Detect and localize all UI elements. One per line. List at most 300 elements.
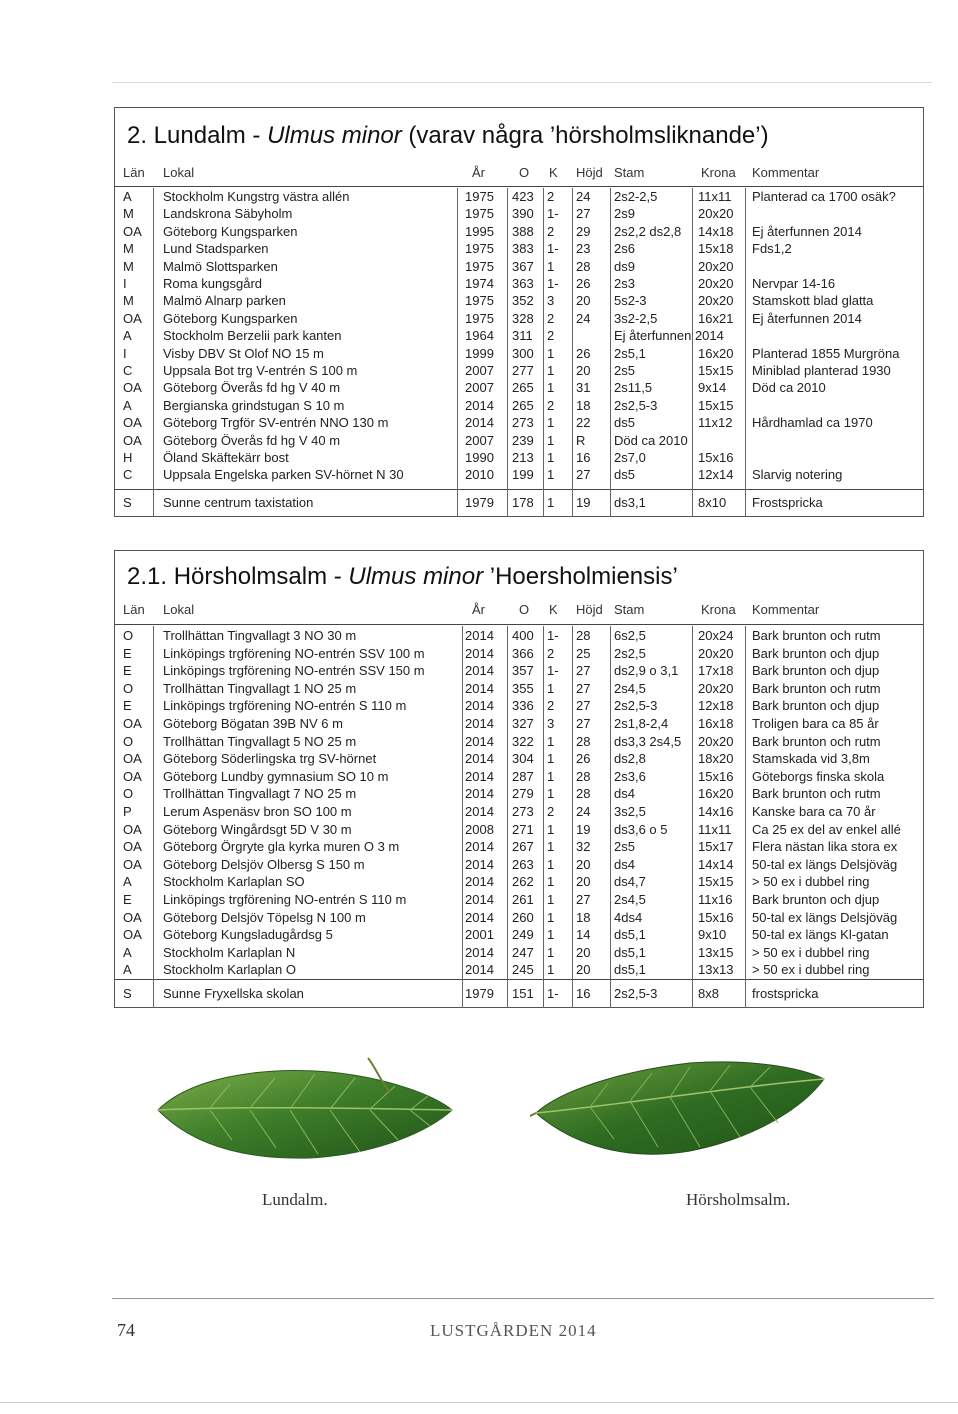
cell-ar: 1975 bbox=[465, 241, 494, 257]
cell-krona: 20x20 bbox=[698, 733, 734, 749]
cell-o: 383 bbox=[512, 241, 534, 257]
cell-lokal: Linköpings trgförening NO-entrén S 110 m bbox=[163, 892, 407, 907]
cell-lan: M bbox=[123, 241, 134, 257]
cell-k: 2 bbox=[547, 804, 555, 819]
cell-lokal: Göteborg Kungsladugårdsg 5 bbox=[163, 927, 333, 943]
cell-kommentar: > 50 ex i dubbel ring bbox=[752, 874, 870, 890]
header-stam: Stam bbox=[614, 165, 645, 180]
cell-k: 1 bbox=[547, 874, 555, 890]
header-krona: Krona bbox=[701, 602, 736, 617]
cell-krona: 16x20 bbox=[698, 345, 734, 361]
cell-lokal: Stockholm Berzelii park kanten bbox=[163, 328, 342, 344]
header-o: O bbox=[519, 165, 530, 180]
cell-krona: 18x20 bbox=[698, 751, 734, 767]
header-hojd: Höjd bbox=[576, 165, 603, 180]
section-title-lundalm: 2. Lundalm - Ulmus minor (varav några ’hörsholmsliknande’) bbox=[127, 122, 769, 149]
cell-k: 2 bbox=[547, 397, 555, 413]
cell-kommentar: Ej återfunnen 2014 bbox=[752, 310, 862, 326]
cell-ar: 2014 bbox=[465, 768, 494, 784]
cell-k: 2 bbox=[547, 328, 555, 344]
cell-o: 151 bbox=[512, 986, 534, 1001]
cell-hojd: 27 bbox=[576, 206, 591, 222]
cell-ar: 1979 bbox=[465, 495, 494, 510]
cell-lokal: Stockholm Karlaplan SO bbox=[163, 874, 305, 890]
cell-krona: 8x8 bbox=[698, 986, 719, 1001]
cell-k: 1 bbox=[547, 839, 555, 855]
cell-lan: S bbox=[123, 986, 132, 1001]
cell-lan: OA bbox=[123, 839, 142, 855]
cell-stam: 2s5 bbox=[614, 839, 635, 855]
cell-lokal: Göteborg Kungsparken bbox=[163, 223, 298, 239]
cell-krona: 9x10 bbox=[698, 927, 727, 943]
cell-o: 355 bbox=[512, 680, 534, 696]
cell-hojd: 27 bbox=[576, 663, 591, 679]
lundalm-leaf-image bbox=[150, 1048, 460, 1178]
cell-lokal: Trollhättan Tingvallagt 3 NO 30 m bbox=[163, 628, 357, 643]
cell-kommentar: 50-tal ex längs Kl-gatan bbox=[752, 927, 889, 943]
cell-hojd: 20 bbox=[576, 293, 591, 309]
cell-krona: 11x11 bbox=[698, 821, 732, 837]
cell-stam: Död ca 2010 bbox=[614, 432, 688, 448]
cell-hojd: 31 bbox=[576, 380, 591, 396]
header-hojd: Höjd bbox=[576, 602, 603, 617]
cell-stam: 2s5 bbox=[614, 363, 635, 378]
cell-ar: 2001 bbox=[465, 927, 494, 943]
cell-stam: 2s6 bbox=[614, 241, 635, 257]
page-number: 74 bbox=[117, 1320, 135, 1340]
cell-stam: 6s2,5 bbox=[614, 628, 646, 643]
cell-stam: ds5 bbox=[614, 415, 635, 431]
cell-o: 249 bbox=[512, 927, 534, 943]
cell-ar: 1975 bbox=[465, 310, 494, 326]
cell-k: 2 bbox=[547, 645, 555, 661]
col-divider bbox=[457, 188, 458, 517]
cell-lan: O bbox=[123, 733, 134, 749]
cell-lan: A bbox=[123, 944, 132, 960]
cell-hojd: 18 bbox=[576, 909, 591, 925]
cell-o: 300 bbox=[512, 345, 534, 361]
cell-lokal: Göteborg Söderlingska trg SV-hörnet bbox=[163, 751, 377, 767]
cell-stam: 2s5,1 bbox=[614, 345, 646, 361]
cell-hojd: 20 bbox=[576, 856, 591, 872]
cell-k: 1- bbox=[547, 241, 559, 257]
cell-stam: 2s1,8-2,4 bbox=[614, 716, 669, 731]
cell-kommentar: > 50 ex i dubbel ring bbox=[752, 962, 870, 978]
cell-lokal: Göteborg Trgför SV-entrén NNO 130 m bbox=[163, 415, 389, 431]
cell-o: 265 bbox=[512, 397, 534, 413]
cell-k: 1 bbox=[547, 415, 555, 431]
cell-hojd: 28 bbox=[576, 768, 591, 784]
cell-krona: 20x20 bbox=[698, 206, 734, 222]
cell-ar: 1995 bbox=[465, 223, 494, 239]
col-divider bbox=[572, 626, 573, 1008]
cell-o: 178 bbox=[512, 495, 534, 510]
cell-hojd: 24 bbox=[576, 804, 591, 819]
cell-o: 423 bbox=[512, 189, 534, 204]
cell-kommentar: Frostspricka bbox=[752, 495, 823, 510]
cell-hojd: 16 bbox=[576, 450, 591, 465]
cell-hojd: 24 bbox=[576, 310, 591, 326]
col-divider bbox=[507, 188, 508, 517]
cell-stam: ds3,3 2s4,5 bbox=[614, 733, 682, 749]
cell-k: 1 bbox=[547, 786, 555, 802]
cell-hojd: 28 bbox=[576, 786, 591, 802]
cell-o: 304 bbox=[512, 751, 534, 767]
cell-hojd: 28 bbox=[576, 628, 591, 643]
cell-ar: 2014 bbox=[465, 628, 494, 643]
col-divider bbox=[543, 626, 544, 1008]
cell-k: 2 bbox=[547, 189, 555, 204]
cell-k: 1 bbox=[547, 733, 555, 749]
caption-lundalm: Lundalm. bbox=[262, 1190, 328, 1209]
cell-krona: 15x15 bbox=[698, 363, 734, 378]
col-divider bbox=[543, 188, 544, 517]
caption-horsholmsalm: Hörsholmsalm. bbox=[686, 1190, 791, 1209]
cell-o: 273 bbox=[512, 804, 534, 819]
cell-kommentar: Bark brunton och rutm bbox=[752, 628, 881, 643]
cell-stam: 4ds4 bbox=[614, 909, 643, 925]
cell-o: 263 bbox=[512, 856, 534, 872]
top-rule bbox=[112, 82, 932, 83]
cell-o: 260 bbox=[512, 909, 534, 925]
col-divider bbox=[153, 626, 154, 1008]
cell-lokal: Uppsala Bot trg V-entrén S 100 m bbox=[163, 363, 358, 378]
cell-k: 1 bbox=[547, 258, 555, 274]
cell-k: 1 bbox=[547, 821, 555, 837]
cell-lokal: Trollhättan Tingvallagt 1 NO 25 m bbox=[163, 680, 357, 696]
bottom-rule bbox=[0, 1402, 958, 1403]
cell-stam: ds4 bbox=[614, 856, 635, 872]
table-horsholmsalm bbox=[114, 550, 924, 1008]
cell-kommentar: Stamskada vid 3,8m bbox=[752, 751, 870, 767]
cell-k: 1- bbox=[547, 276, 559, 291]
cell-k: 3 bbox=[547, 293, 555, 309]
cell-stam: 2s9 bbox=[614, 206, 635, 222]
horsholmsalm-leaf-image bbox=[530, 1043, 830, 1173]
cell-ar: 2014 bbox=[465, 680, 494, 696]
col-divider bbox=[507, 626, 508, 1008]
cell-stam: 2s2-2,5 bbox=[614, 189, 658, 204]
cell-o: 265 bbox=[512, 380, 534, 396]
cell-stam: 2s3 bbox=[614, 276, 635, 291]
cell-stam: 2s4,5 bbox=[614, 680, 646, 696]
header-stam: Stam bbox=[614, 602, 645, 617]
cell-o: 199 bbox=[512, 467, 534, 483]
cell-krona: 20x20 bbox=[698, 293, 734, 309]
cell-lan: OA bbox=[123, 821, 142, 837]
cell-o: 262 bbox=[512, 874, 534, 890]
cell-krona: 11x11 bbox=[698, 189, 732, 204]
cell-lan: OA bbox=[123, 223, 142, 239]
cell-krona: 15x15 bbox=[698, 397, 734, 413]
cell-kommentar: Troligen bara ca 85 år bbox=[752, 716, 879, 731]
header-k: K bbox=[549, 602, 558, 617]
cell-lan: C bbox=[123, 467, 133, 483]
col-divider bbox=[610, 626, 611, 1008]
cell-hojd: 22 bbox=[576, 415, 591, 431]
cell-lan: A bbox=[123, 874, 132, 890]
cell-krona: 15x16 bbox=[698, 768, 734, 784]
cell-kommentar: frostspricka bbox=[752, 986, 819, 1001]
cell-stam: ds4 bbox=[614, 786, 635, 802]
col-divider bbox=[610, 188, 611, 517]
cell-stam: ds3,1 bbox=[614, 495, 646, 510]
cell-ar: 2014 bbox=[465, 415, 494, 431]
cell-hojd: 32 bbox=[576, 839, 591, 855]
cell-lan: P bbox=[123, 804, 132, 819]
cell-o: 247 bbox=[512, 944, 534, 960]
cell-lokal: Göteborg Överås fd hg V 40 m bbox=[163, 432, 341, 448]
cell-lan: E bbox=[123, 892, 132, 907]
separator-rule bbox=[115, 489, 923, 490]
cell-lan: A bbox=[123, 189, 132, 204]
section-title-horsholmsalm: 2.1. Hörsholmsalm - Ulmus minor ’Hoersholmiensis’ bbox=[127, 563, 678, 590]
header-k: K bbox=[549, 165, 558, 180]
cell-ar: 2014 bbox=[465, 944, 494, 960]
cell-ar: 2014 bbox=[465, 804, 494, 819]
cell-hojd: 19 bbox=[576, 495, 591, 510]
cell-kommentar: Flera nästan lika stora ex bbox=[752, 839, 898, 855]
cell-ar: 2014 bbox=[465, 856, 494, 872]
cell-o: 327 bbox=[512, 716, 534, 731]
cell-ar: 1975 bbox=[465, 189, 494, 204]
cell-k: 1- bbox=[547, 206, 559, 222]
cell-krona: 15x16 bbox=[698, 450, 734, 465]
cell-o: 336 bbox=[512, 698, 534, 714]
cell-o: 367 bbox=[512, 258, 534, 274]
header-lokal: Lokal bbox=[163, 602, 195, 617]
cell-o: 261 bbox=[512, 892, 534, 907]
cell-kommentar: Bark brunton och djup bbox=[752, 698, 880, 714]
cell-ar: 2007 bbox=[465, 380, 494, 396]
cell-krona: 20x20 bbox=[698, 645, 734, 661]
cell-o: 352 bbox=[512, 293, 534, 309]
cell-ar: 2014 bbox=[465, 909, 494, 925]
cell-lokal: Malmö Slottsparken bbox=[163, 258, 278, 274]
cell-lan: M bbox=[123, 293, 134, 309]
cell-kommentar: > 50 ex i dubbel ring bbox=[752, 944, 870, 960]
cell-hojd: 19 bbox=[576, 821, 591, 837]
header-rule bbox=[115, 624, 923, 625]
cell-k: 1 bbox=[547, 751, 555, 767]
cell-stam: ds5,1 bbox=[614, 944, 646, 960]
cell-ar: 1975 bbox=[465, 293, 494, 309]
cell-stam: ds5 bbox=[614, 467, 635, 483]
cell-lokal: Linköpings trgförening NO-entrén SSV 100 m bbox=[163, 645, 425, 661]
cell-kommentar: Slarvig notering bbox=[752, 467, 843, 483]
cell-lokal: Öland Skäftekärr bost bbox=[163, 450, 289, 465]
cell-lan: O bbox=[123, 786, 134, 802]
cell-ar: 2014 bbox=[465, 663, 494, 679]
cell-lan: OA bbox=[123, 310, 142, 326]
cell-o: 213 bbox=[512, 450, 534, 465]
cell-lan: OA bbox=[123, 432, 142, 448]
cell-krona: 8x10 bbox=[698, 495, 727, 510]
header-ar: År bbox=[472, 165, 485, 180]
cell-kommentar: 50-tal ex längs Delsjöväg bbox=[752, 909, 898, 925]
header-lan: Län bbox=[123, 165, 145, 180]
cell-lokal: Göteborg Örgryte gla kyrka muren O 3 m bbox=[163, 839, 400, 855]
cell-lan: OA bbox=[123, 909, 142, 925]
cell-k: 2 bbox=[547, 223, 555, 239]
cell-lokal: Stockholm Karlaplan O bbox=[163, 962, 296, 978]
cell-krona: 14x18 bbox=[698, 223, 734, 239]
cell-ar: 2014 bbox=[465, 839, 494, 855]
cell-hojd: 16 bbox=[576, 986, 591, 1001]
cell-kommentar: Planterad 1855 Murgröna bbox=[752, 345, 900, 361]
cell-stam: 2s3,6 bbox=[614, 768, 646, 784]
cell-lan: A bbox=[123, 328, 132, 344]
cell-stam: Ej återfunnen 2014 bbox=[614, 328, 724, 344]
cell-o: 322 bbox=[512, 733, 534, 749]
cell-lokal: Göteborg Överås fd hg V 40 m bbox=[163, 380, 341, 396]
cell-lokal: Bergianska grindstugan S 10 m bbox=[163, 397, 345, 413]
cell-o: 390 bbox=[512, 206, 534, 222]
cell-krona: 20x20 bbox=[698, 680, 734, 696]
cell-lokal: Sunne centrum taxistation bbox=[163, 495, 314, 510]
cell-krona: 15x18 bbox=[698, 241, 734, 257]
cell-hojd: 20 bbox=[576, 363, 591, 378]
cell-hojd: 26 bbox=[576, 751, 591, 767]
cell-kommentar: Hårdhamlad ca 1970 bbox=[752, 415, 873, 431]
cell-stam: ds4,7 bbox=[614, 874, 646, 890]
cell-lokal: Trollhättan Tingvallagt 5 NO 25 m bbox=[163, 733, 357, 749]
cell-lokal: Lerum Aspenäsv bron SO 100 m bbox=[163, 804, 352, 819]
cell-k: 2 bbox=[547, 310, 555, 326]
cell-ar: 2014 bbox=[465, 751, 494, 767]
cell-lokal: Stockholm Karlaplan N bbox=[163, 944, 296, 960]
cell-krona: 16x18 bbox=[698, 716, 734, 731]
cell-lan: O bbox=[123, 628, 134, 643]
cell-ar: 2014 bbox=[465, 733, 494, 749]
cell-hojd: 25 bbox=[576, 645, 591, 661]
cell-k: 1 bbox=[547, 432, 555, 448]
cell-kommentar: Stamskott blad glatta bbox=[752, 293, 874, 309]
cell-lokal: Linköpings trgförening NO-entrén S 110 m bbox=[163, 698, 407, 714]
cell-kommentar: Kanske bara ca 70 år bbox=[752, 804, 876, 819]
header-o: O bbox=[519, 602, 530, 617]
cell-ar: 2014 bbox=[465, 397, 494, 413]
cell-stam: 2s2,5-3 bbox=[614, 397, 658, 413]
cell-stam: 2s7,0 bbox=[614, 450, 646, 465]
cell-o: 328 bbox=[512, 310, 534, 326]
cell-ar: 2010 bbox=[465, 467, 494, 483]
cell-ar: 1975 bbox=[465, 258, 494, 274]
cell-krona: 20x20 bbox=[698, 276, 734, 291]
cell-lan: OA bbox=[123, 751, 142, 767]
cell-lan: A bbox=[123, 962, 132, 978]
cell-lan: I bbox=[123, 276, 127, 291]
cell-ar: 2014 bbox=[465, 786, 494, 802]
cell-stam: 2s2,2 ds2,8 bbox=[614, 223, 682, 239]
col-divider bbox=[572, 188, 573, 517]
cell-lan: C bbox=[123, 363, 133, 378]
cell-o: 267 bbox=[512, 839, 534, 855]
cell-k: 1 bbox=[547, 450, 555, 465]
cell-k: 1- bbox=[547, 986, 559, 1001]
cell-krona: 16x21 bbox=[698, 310, 734, 326]
cell-hojd: 20 bbox=[576, 944, 591, 960]
cell-lokal: Linköpings trgförening NO-entrén SSV 150 m bbox=[163, 663, 425, 679]
cell-ar: 2014 bbox=[465, 874, 494, 890]
cell-ar: 2014 bbox=[465, 716, 494, 731]
cell-stam: 5s2-3 bbox=[614, 293, 647, 309]
cell-k: 1 bbox=[547, 363, 555, 378]
cell-stam: 3s2,5 bbox=[614, 804, 646, 819]
cell-hojd: 29 bbox=[576, 223, 591, 239]
cell-hojd: 27 bbox=[576, 467, 591, 483]
cell-k: 2 bbox=[547, 698, 555, 714]
cell-stam: ds5,1 bbox=[614, 927, 646, 943]
cell-lan: E bbox=[123, 698, 132, 714]
cell-lan: OA bbox=[123, 927, 142, 943]
cell-hojd: 27 bbox=[576, 680, 591, 696]
cell-kommentar: Död ca 2010 bbox=[752, 380, 826, 396]
cell-o: 400 bbox=[512, 628, 534, 643]
cell-stam: 2s2,5 bbox=[614, 645, 646, 661]
cell-k: 1 bbox=[547, 927, 555, 943]
cell-hojd: 20 bbox=[576, 962, 591, 978]
cell-o: 277 bbox=[512, 363, 534, 378]
cell-ar: 1974 bbox=[465, 276, 494, 291]
cell-k: 1 bbox=[547, 856, 555, 872]
cell-k: 1 bbox=[547, 467, 555, 483]
cell-o: 239 bbox=[512, 432, 534, 448]
cell-ar: 2007 bbox=[465, 363, 494, 378]
cell-hojd: 27 bbox=[576, 892, 591, 907]
cell-lan: I bbox=[123, 345, 127, 361]
cell-kommentar: Bark brunton och rutm bbox=[752, 786, 881, 802]
cell-lokal: Roma kungsgård bbox=[163, 276, 262, 291]
cell-krona: 12x18 bbox=[698, 698, 734, 714]
cell-krona: 11x16 bbox=[698, 892, 733, 907]
cell-hojd: 23 bbox=[576, 241, 591, 257]
cell-kommentar: Bark brunton och rutm bbox=[752, 733, 881, 749]
header-ar: År bbox=[472, 602, 485, 617]
cell-kommentar: Nervpar 14-16 bbox=[752, 276, 836, 291]
cell-stam: ds9 bbox=[614, 258, 635, 274]
cell-stam: 2s11,5 bbox=[614, 380, 653, 396]
table-lundalm bbox=[114, 107, 924, 517]
cell-kommentar: Bark brunton och djup bbox=[752, 645, 880, 661]
cell-kommentar: Bark brunton och rutm bbox=[752, 680, 881, 696]
cell-kommentar: Planterad ca 1700 osäk? bbox=[752, 189, 896, 204]
cell-kommentar: Ej återfunnen 2014 bbox=[752, 223, 862, 239]
cell-o: 366 bbox=[512, 645, 534, 661]
cell-k: 1 bbox=[547, 680, 555, 696]
cell-kommentar: Ca 25 ex del av enkel allé bbox=[752, 821, 901, 837]
cell-lokal: Göteborg Kungsparken bbox=[163, 310, 298, 326]
cell-stam: ds2,8 bbox=[614, 751, 646, 767]
cell-krona: 12x14 bbox=[698, 467, 734, 483]
cell-lokal: Visby DBV St Olof NO 15 m bbox=[163, 345, 324, 361]
cell-krona: 17x18 bbox=[698, 663, 734, 679]
cell-lan: OA bbox=[123, 380, 142, 396]
cell-o: 357 bbox=[512, 663, 534, 679]
cell-lokal: Göteborg Wingårdsgt 5D V 30 m bbox=[163, 821, 352, 837]
cell-krona: 14x16 bbox=[698, 804, 734, 819]
cell-lokal: Göteborg Bögatan 39B NV 6 m bbox=[163, 716, 343, 731]
header-kommentar: Kommentar bbox=[752, 165, 820, 180]
col-divider bbox=[153, 188, 154, 517]
cell-ar: 1964 bbox=[465, 328, 494, 344]
cell-ar: 1979 bbox=[465, 986, 494, 1001]
col-divider bbox=[692, 626, 693, 1008]
cell-k: 1 bbox=[547, 380, 555, 396]
cell-k: 1 bbox=[547, 768, 555, 784]
cell-stam: 3s2-2,5 bbox=[614, 310, 658, 326]
cell-lokal: Trollhättan Tingvallagt 7 NO 25 m bbox=[163, 786, 357, 802]
